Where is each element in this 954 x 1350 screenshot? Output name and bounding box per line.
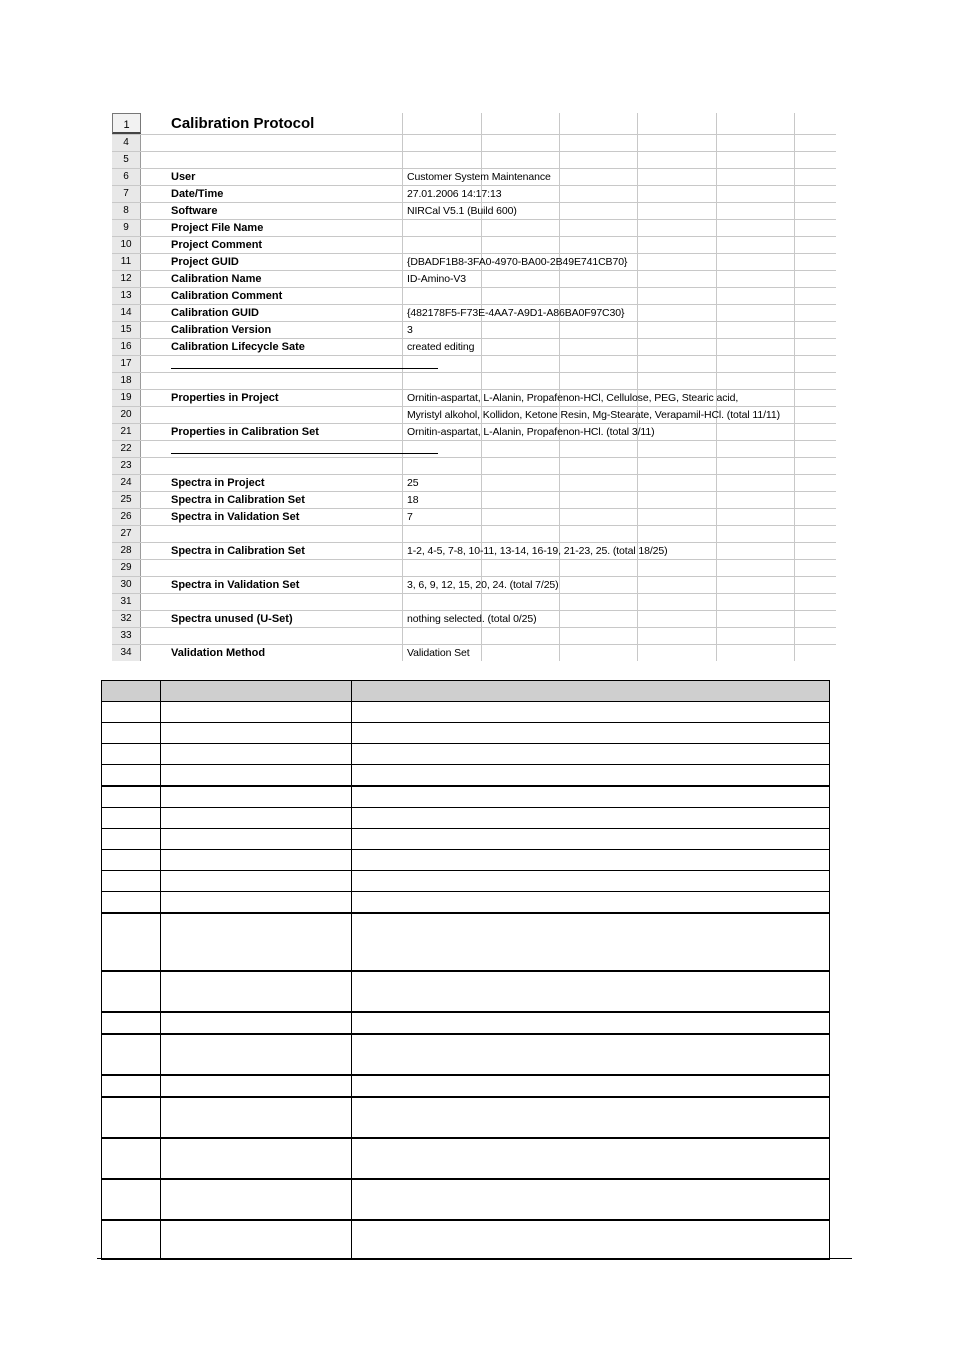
sheet-title-row: [112, 113, 836, 135]
table-cell: [161, 913, 352, 971]
table-header-row: [102, 681, 830, 702]
field-value: Ornitin-aspartat, L-Alanin, Propafenon-HCl, Cellulose, PEG, Stearic acid,: [407, 392, 739, 404]
field-label: Calibration Version: [171, 324, 272, 336]
field-value: created editing: [407, 341, 475, 353]
row-number: 25: [112, 492, 141, 508]
field-value: Myristyl alkohol, Kollidon, Ketone Resin, Mg-Stearate, Verapamil-HCl. (total 11/11): [407, 409, 780, 421]
field-value: 3: [407, 324, 413, 336]
sheet-row: [112, 152, 836, 169]
row-number: 6: [112, 169, 141, 185]
table-cell: [102, 892, 161, 914]
table-cell: [352, 1012, 830, 1034]
section-divider: [171, 453, 438, 454]
table-cell: [352, 1179, 830, 1220]
field-label: Project File Name: [171, 222, 264, 234]
row-number: 32: [112, 611, 141, 627]
sheet-row: [112, 611, 836, 628]
sheet-row: [112, 577, 836, 594]
table-row: [102, 1179, 830, 1220]
row-number: 33: [112, 628, 141, 644]
field-label: Calibration GUID: [171, 307, 260, 319]
table-cell: [102, 702, 161, 723]
table-cell: [161, 723, 352, 744]
table-row: [102, 892, 830, 914]
table-row: [102, 871, 830, 892]
table-cell: [102, 808, 161, 829]
row-number: 13: [112, 288, 141, 304]
calibration-protocol-sheet: [112, 113, 836, 661]
sheet-row: [112, 560, 836, 577]
table-cell: [161, 829, 352, 850]
table-cell: [161, 765, 352, 787]
row-number: 21: [112, 424, 141, 440]
field-label: Calibration Comment: [171, 290, 283, 302]
row-number: 14: [112, 305, 141, 321]
sheet-row: [112, 458, 836, 475]
table-cell: [102, 786, 161, 808]
field-value: ID-Amino-V3: [407, 273, 466, 285]
table-header-cell: [352, 681, 830, 702]
table-cell: [161, 871, 352, 892]
sheet-row: [112, 220, 836, 237]
row-number: 34: [112, 645, 141, 661]
table-cell: [102, 829, 161, 850]
field-value: 7: [407, 511, 413, 523]
table-cell: [352, 808, 830, 829]
table-cell: [352, 829, 830, 850]
table-cell: [352, 892, 830, 914]
field-value: 25: [407, 477, 419, 489]
field-value: 18: [407, 494, 419, 506]
row-number: 22: [112, 441, 141, 457]
table-cell: [161, 786, 352, 808]
sheet-row: [112, 628, 836, 645]
table-cell: [352, 702, 830, 723]
table-cell: [161, 850, 352, 871]
row-number: 10: [112, 237, 141, 253]
sheet-row: [112, 373, 836, 390]
row-number: 1: [112, 113, 141, 134]
table-row: [102, 744, 830, 765]
row-number: 5: [112, 152, 141, 168]
row-number: 24: [112, 475, 141, 491]
table-cell: [352, 765, 830, 787]
field-value: {482178F5-F73E-4AA7-A9D1-A86BA0F97C30}: [407, 307, 625, 319]
table-row: [102, 971, 830, 1012]
field-label: Calibration Lifecycle Sate: [171, 341, 305, 353]
table-cell: [102, 765, 161, 787]
table-cell: [352, 913, 830, 971]
table-row: [102, 850, 830, 871]
table-cell: [161, 971, 352, 1012]
sheet-row: [112, 543, 836, 560]
table-cell: [161, 1220, 352, 1260]
field-label: Spectra in Validation Set: [171, 511, 300, 523]
table-row: [102, 1097, 830, 1138]
field-label: Spectra in Calibration Set: [171, 545, 305, 557]
row-number: 20: [112, 407, 141, 423]
table-cell: [102, 871, 161, 892]
empty-form-table: [101, 680, 830, 1260]
table-cell: [352, 723, 830, 744]
row-number: 26: [112, 509, 141, 525]
table-cell: [161, 1138, 352, 1179]
field-value: nothing selected. (total 0/25): [407, 613, 537, 625]
field-value: {DBADF1B8-3FA0-4970-BA00-2B49E741CB70}: [407, 256, 628, 268]
table-cell: [352, 871, 830, 892]
sheet-row: [112, 169, 836, 186]
sheet-row: [112, 186, 836, 203]
table-cell: [102, 850, 161, 871]
table-cell: [352, 1097, 830, 1138]
table-cell: [102, 971, 161, 1012]
field-label: Spectra in Calibration Set: [171, 494, 305, 506]
sheet-row: [112, 356, 836, 373]
row-number: 18: [112, 373, 141, 389]
table-cell: [102, 744, 161, 765]
row-number: 9: [112, 220, 141, 236]
row-number: 28: [112, 543, 141, 559]
row-number: 23: [112, 458, 141, 474]
table-cell: [352, 971, 830, 1012]
row-number: 17: [112, 356, 141, 372]
sheet-row: [112, 254, 836, 271]
field-label: Project Comment: [171, 239, 263, 251]
sheet-row: [112, 271, 836, 288]
field-label: Spectra unused (U-Set): [171, 613, 293, 625]
sheet-row: [112, 492, 836, 509]
sheet-row: [112, 288, 836, 305]
table-row: [102, 1075, 830, 1097]
table-cell: [102, 723, 161, 744]
sheet-row: [112, 407, 836, 424]
row-number: 11: [112, 254, 141, 270]
table-cell: [352, 1220, 830, 1260]
table-cell: [102, 1220, 161, 1260]
table-cell: [161, 808, 352, 829]
table-row: [102, 913, 830, 971]
sheet-title: Calibration Protocol: [171, 115, 315, 132]
table-cell: [102, 1012, 161, 1034]
sheet-row: [112, 441, 836, 458]
sheet-row: [112, 526, 836, 543]
table-row: [102, 702, 830, 723]
sheet-row: [112, 509, 836, 526]
table-row: [102, 765, 830, 787]
table-row: [102, 829, 830, 850]
field-value: Ornitin-aspartat, L-Alanin, Propafenon-HCl. (total 3/11): [407, 426, 655, 438]
table-cell: [161, 1034, 352, 1075]
table-cell: [102, 1179, 161, 1220]
field-label: Date/Time: [171, 188, 224, 200]
table-row: [102, 1012, 830, 1034]
field-value: 3, 6, 9, 12, 15, 20, 24. (total 7/25): [407, 579, 559, 591]
row-number: 4: [112, 135, 141, 151]
row-number: 19: [112, 390, 141, 406]
field-label: Spectra in Project: [171, 477, 265, 489]
sheet-row: [112, 594, 836, 611]
sheet-row: [112, 390, 836, 407]
row-number: 30: [112, 577, 141, 593]
table-row: [102, 786, 830, 808]
table-cell: [352, 1075, 830, 1097]
table-cell: [102, 1075, 161, 1097]
field-label: Validation Method: [171, 647, 266, 659]
table-cell: [102, 1138, 161, 1179]
sheet-row: [112, 135, 836, 152]
field-label: Spectra in Validation Set: [171, 579, 300, 591]
field-label: Project GUID: [171, 256, 239, 268]
table-cell: [352, 786, 830, 808]
row-number: 27: [112, 526, 141, 542]
table-row: [102, 1138, 830, 1179]
footer-rule: [97, 1258, 852, 1259]
table-cell: [161, 1012, 352, 1034]
table-cell: [161, 892, 352, 914]
table-cell: [161, 1075, 352, 1097]
table-row: [102, 1034, 830, 1075]
table-cell: [352, 744, 830, 765]
sheet-row: [112, 424, 836, 441]
table-cell: [102, 1097, 161, 1138]
table-row: [102, 1220, 830, 1260]
sheet-row: [112, 237, 836, 254]
table-cell: [161, 1179, 352, 1220]
sheet-row: [112, 322, 836, 339]
table-cell: [352, 1138, 830, 1179]
sheet-row: [112, 339, 836, 356]
row-number: 16: [112, 339, 141, 355]
field-value: Validation Set: [407, 647, 470, 659]
sheet-row: [112, 203, 836, 220]
row-number: 12: [112, 271, 141, 287]
row-number: 15: [112, 322, 141, 338]
table-header-cell: [102, 681, 161, 702]
field-value: NIRCal V5.1 (Build 600): [407, 205, 517, 217]
row-number: 31: [112, 594, 141, 610]
table-cell: [161, 1097, 352, 1138]
table-header-cell: [161, 681, 352, 702]
field-label: Properties in Project: [171, 392, 279, 404]
table-cell: [161, 702, 352, 723]
table-cell: [352, 850, 830, 871]
field-label: Calibration Name: [171, 273, 262, 285]
sheet-row: [112, 305, 836, 322]
field-value: 1-2, 4-5, 7-8, 10-11, 13-14, 16-19, 21-23, 25. (total 18/25): [407, 545, 668, 557]
table-cell: [352, 1034, 830, 1075]
field-value: 27.01.2006 14:17:13: [407, 188, 502, 200]
sheet-row: [112, 475, 836, 492]
field-value: Customer System Maintenance: [407, 171, 551, 183]
row-number: 8: [112, 203, 141, 219]
field-label: User: [171, 171, 196, 183]
table-cell: [102, 913, 161, 971]
table-cell: [102, 1034, 161, 1075]
section-divider: [171, 368, 438, 369]
field-label: Software: [171, 205, 218, 217]
table-cell: [161, 744, 352, 765]
row-number: 29: [112, 560, 141, 576]
sheet-row: [112, 645, 836, 661]
table-row: [102, 723, 830, 744]
table-row: [102, 808, 830, 829]
field-label: Properties in Calibration Set: [171, 426, 319, 438]
row-number: 7: [112, 186, 141, 202]
